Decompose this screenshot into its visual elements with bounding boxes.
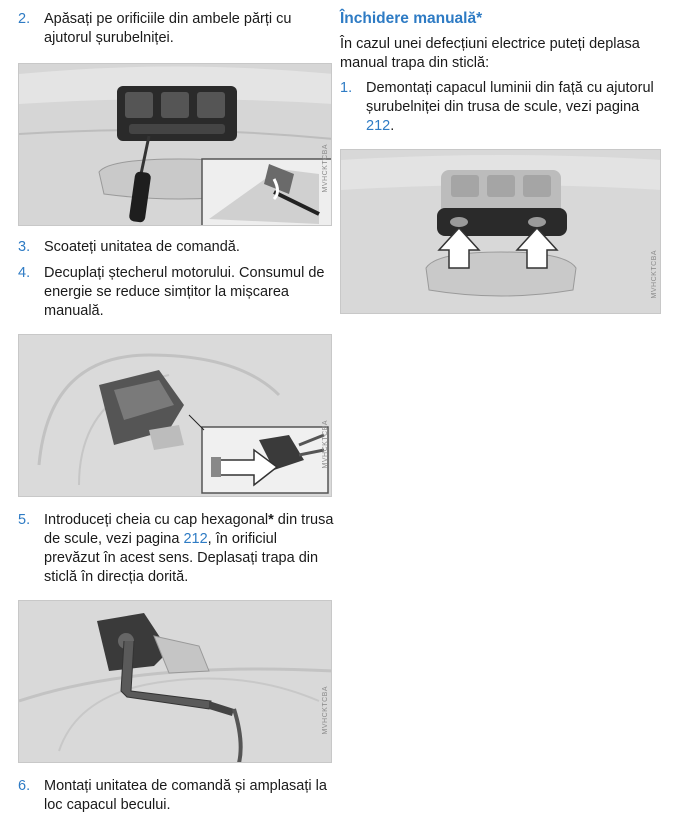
figure-screwdriver-release	[18, 63, 332, 226]
section-heading: Închidere manuală*	[340, 10, 483, 27]
figure-code: MVHCKTCBA	[322, 420, 329, 469]
step-number: 2.	[18, 11, 31, 27]
step-number: 4.	[18, 265, 31, 281]
figure-code: MVHCKTCBA	[322, 686, 329, 735]
step-text-part: , în orificiul prevăzut în acest sens. Deplasați trapa din sticlă în direcția dorită.	[44, 531, 319, 585]
step-text-part: Demontați capacul luminii din față cu ajutorul șurubelniței din trusa de scule, vezi pagina	[366, 80, 654, 115]
hex-key-illustration	[19, 601, 332, 763]
light-cover-illustration	[341, 150, 661, 314]
page-link[interactable]: 212	[183, 531, 208, 547]
step-text	[44, 511, 334, 587]
page-link[interactable]: 212	[366, 118, 391, 134]
step-text-part: din trusa de scule, vezi pagina	[44, 512, 334, 547]
step-number: 1.	[340, 80, 353, 96]
step-number: 5.	[18, 512, 31, 528]
step-text-part: Introduceți cheia cu cap hexagonal	[44, 512, 269, 528]
figure-hex-key	[18, 600, 332, 763]
optional-equipment-star: *	[268, 512, 274, 528]
screwdriver-release-illustration	[19, 64, 332, 226]
intro-paragraph: În cazul unei defecțiuni electrice puteți deplasa manual trapa din sticlă:	[340, 36, 640, 71]
step-text: Decuplați ștecherul motorului. Consumul de energie se reduce simțitor la mișcarea manuală.	[44, 265, 325, 319]
figure-motor-plug	[18, 334, 332, 497]
step-text	[366, 79, 658, 136]
step-text: Apăsați pe orificiile din ambele părți cu ajutorul șurubelniței.	[44, 11, 292, 46]
motor-plug-illustration	[19, 335, 332, 497]
step-text: Scoateți unitatea de comandă.	[44, 239, 240, 255]
step-number: 6.	[18, 778, 31, 794]
step-text-part: .	[390, 118, 395, 134]
step-number: 3.	[18, 239, 31, 255]
figure-light-cover	[340, 149, 661, 314]
figure-code: MVHCKTCBA	[322, 144, 329, 193]
step-text: Montați unitatea de comandă și amplasați la loc capacul becului.	[44, 778, 327, 813]
figure-code: MVHCKTCBA	[651, 250, 658, 299]
